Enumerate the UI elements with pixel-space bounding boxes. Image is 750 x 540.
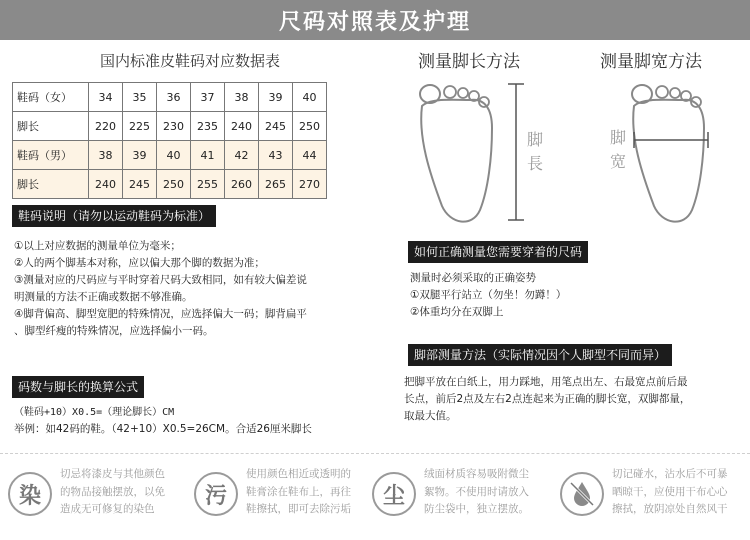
table-cell: 245 bbox=[123, 170, 157, 199]
table-cell: 40 bbox=[157, 141, 191, 170]
table-cell: 260 bbox=[225, 170, 259, 199]
table-cell: 41 bbox=[191, 141, 225, 170]
divider bbox=[0, 453, 750, 454]
care-line: 鞋膏涂在鞋布上，再往 bbox=[246, 485, 351, 498]
foot-length-title: 测量脚长方法 bbox=[418, 52, 520, 72]
care-line: 擦拭，放阴凉处自然风干 bbox=[612, 503, 728, 515]
table-cell: 265 bbox=[259, 170, 293, 199]
method-line: 取最大值。 bbox=[404, 410, 457, 422]
stain-icon: 污 bbox=[194, 472, 238, 516]
care-instructions bbox=[0, 466, 750, 530]
note-line: ①以上对应数据的测量单位为毫米； bbox=[14, 240, 181, 252]
posture-line: ①双腿平行站立（勿坐！勿蹲！） bbox=[410, 289, 567, 301]
table-cell: 240 bbox=[89, 170, 123, 199]
table-cell: 35 bbox=[123, 83, 157, 112]
table-cell: 39 bbox=[123, 141, 157, 170]
table-cell: 36 bbox=[157, 83, 191, 112]
formula-example: 举例：如42码的鞋。（42+10）X0.5=26CM。合适26厘米脚长 bbox=[14, 423, 312, 435]
table-cell: 40 bbox=[293, 83, 327, 112]
care-line: 造成无可修复的染色 bbox=[60, 503, 155, 515]
width-method-text bbox=[404, 374, 740, 425]
dust-icon: 尘 bbox=[372, 472, 416, 516]
table-cell: 235 bbox=[191, 112, 225, 141]
dye-icon: 染 bbox=[8, 472, 52, 516]
table-cell: 220 bbox=[89, 112, 123, 141]
row-label: 鞋码（女） bbox=[13, 83, 89, 112]
care-line: 晒晾干，应使用干布心心 bbox=[612, 485, 728, 498]
width-method-heading: 脚部测量方法（实际情况因个人脚型不同而异） bbox=[408, 344, 672, 366]
note-line: ③测量对应的尺码应与平时穿着尺码大致相同，如有较大偏差说 bbox=[14, 274, 307, 286]
posture-text bbox=[410, 270, 740, 321]
table-cell: 38 bbox=[89, 141, 123, 170]
size-table-title: 国内标准皮鞋码对应数据表 bbox=[99, 52, 280, 70]
foot-length-label: 脚長 bbox=[526, 130, 543, 173]
care-line: 切忌将漆皮与其他颜色 bbox=[60, 468, 165, 480]
posture-line: ②体重均分在双脚上 bbox=[410, 306, 504, 318]
table-cell: 37 bbox=[191, 83, 225, 112]
care-line: 的物品接触摆放，以免 bbox=[60, 485, 165, 498]
table-cell: 250 bbox=[293, 112, 327, 141]
method-line: 把脚平放在白纸上，用力踩地，用笔点出左、右最宽点前后最 bbox=[404, 376, 688, 388]
care-line: 防尘袋中，独立摆放。 bbox=[424, 503, 529, 515]
size-note-heading: 鞋码说明（请勿以运动鞋码为标准） bbox=[12, 205, 216, 227]
table-cell: 270 bbox=[293, 170, 327, 199]
care-line: 絮物。不使用时请放入 bbox=[424, 485, 529, 498]
size-table bbox=[12, 82, 327, 199]
row-label: 鞋码（男） bbox=[13, 141, 89, 170]
table-cell: 225 bbox=[123, 112, 157, 141]
table-cell: 42 bbox=[225, 141, 259, 170]
foot-width-label: 脚宽 bbox=[609, 128, 626, 171]
table-cell: 255 bbox=[191, 170, 225, 199]
note-line: 明测量的方法不正确或数据不够准确。 bbox=[14, 291, 193, 303]
table-cell: 39 bbox=[259, 83, 293, 112]
row-label: 脚长 bbox=[13, 112, 89, 141]
water-drop-icon bbox=[567, 479, 597, 509]
size-note-text bbox=[14, 238, 394, 340]
page-title: 尺码对照表及护理 bbox=[278, 9, 471, 35]
table-cell: 240 bbox=[225, 112, 259, 141]
foot-width-title: 测量脚宽方法 bbox=[600, 52, 702, 72]
header-banner bbox=[0, 0, 750, 40]
table-cell: 245 bbox=[259, 112, 293, 141]
table-cell: 43 bbox=[259, 141, 293, 170]
table-row bbox=[13, 141, 327, 170]
formula-text bbox=[14, 404, 394, 438]
care-line: 鞋擦拭，即可去除污垢 bbox=[246, 503, 351, 515]
method-line: 长点，前后2点及左右2点连起来为正确的脚长宽，双脚都量， bbox=[404, 393, 691, 405]
row-label: 脚长 bbox=[13, 170, 89, 199]
care-line: 切记碰水，沾水后不可暴 bbox=[612, 468, 728, 480]
table-cell: 38 bbox=[225, 83, 259, 112]
formula-heading: 码数与脚长的换算公式 bbox=[12, 376, 144, 398]
posture-line: 测量时必须采取的正确姿势 bbox=[410, 272, 536, 284]
care-line: 绒面材质容易吸附微尘 bbox=[424, 468, 529, 480]
note-line: ②人的两个脚基本对称，应以偏大那个脚的数据为准； bbox=[14, 257, 265, 269]
table-row bbox=[13, 112, 327, 141]
table-row bbox=[13, 83, 327, 112]
table-cell: 230 bbox=[157, 112, 191, 141]
table-cell: 44 bbox=[293, 141, 327, 170]
care-line: 使用颜色相近或透明的 bbox=[246, 468, 351, 480]
table-row bbox=[13, 170, 327, 199]
table-cell: 34 bbox=[89, 83, 123, 112]
table-cell: 250 bbox=[157, 170, 191, 199]
no-water-icon bbox=[560, 472, 604, 516]
formula-line: （鞋码+10）X0.5=（理论脚长）CM bbox=[14, 407, 175, 418]
note-line: ④脚背偏高、脚型宽肥的特殊情况，应选择偏大一码；脚背扁平 bbox=[14, 308, 307, 320]
note-line: 、脚型纤瘦的特殊情况，应选择偏小一码。 bbox=[14, 325, 214, 337]
posture-heading: 如何正确测量您需要穿着的尺码 bbox=[408, 241, 588, 263]
